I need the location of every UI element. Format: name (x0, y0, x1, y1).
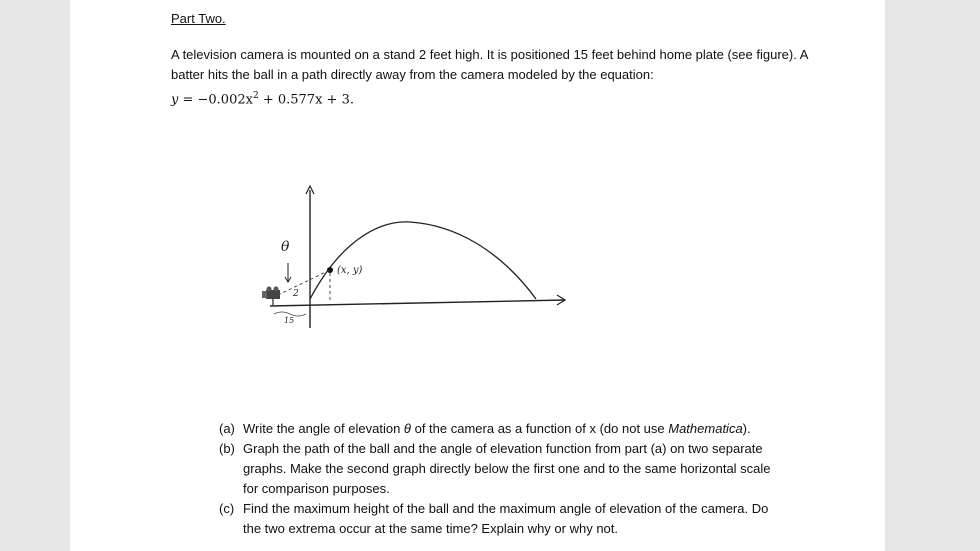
question-a-text-after: of the camera as a function of x (do not use (410, 421, 669, 436)
question-a-emphasis: Mathematica (668, 421, 743, 436)
theta-label: θ (281, 239, 290, 255)
camera-figure (260, 178, 660, 338)
equation-term1: −0.002x (197, 92, 253, 108)
stand-height-label: 2 (293, 289, 299, 299)
question-a (219, 419, 789, 439)
question-b-marker: (b) (219, 441, 235, 456)
page-heading: Part Two. (171, 11, 226, 26)
point-label: (x, y) (337, 265, 363, 276)
question-a-symbol: θ (403, 421, 411, 436)
figure-sketch (260, 178, 660, 338)
equation-lhs: y = (171, 92, 198, 108)
ground-axis (270, 300, 565, 306)
equation-exponent: 2 (252, 91, 259, 101)
ball-trajectory (310, 222, 536, 299)
problem-intro: A television camera is mounted on a stand 2 feet high. It is positioned 15 feet behind home plate (see figure). A batter hits the ball in a path directly away from the camera modeled by the equation: (171, 47, 808, 82)
document-page (70, 0, 885, 551)
question-b-text: Graph the path of the ball and the angle of elevation function from part (a) on two separate graphs. Make the second graph directly below the first one and to the same horizontal scale for comparison purposes. (243, 441, 771, 496)
question-a-text-before: Write the angle of elevation (243, 421, 404, 436)
distance-label: 15 (284, 316, 295, 325)
equation-rest: + 0.577x + 3. (258, 92, 354, 108)
question-b (219, 439, 789, 499)
question-c (219, 499, 789, 539)
line-of-sight (278, 270, 330, 295)
ball-path-equation (171, 86, 354, 110)
question-list (219, 419, 789, 539)
question-a-text-end: ). (742, 421, 751, 436)
camera-icon (262, 287, 280, 307)
question-c-text: Find the maximum height of the ball and the maximum angle of elevation of the camera. Do the two extrema occur at the same time? Explain why or why not. (243, 501, 769, 536)
question-c-marker: (c) (219, 501, 235, 516)
question-a-marker: (a) (219, 421, 235, 436)
